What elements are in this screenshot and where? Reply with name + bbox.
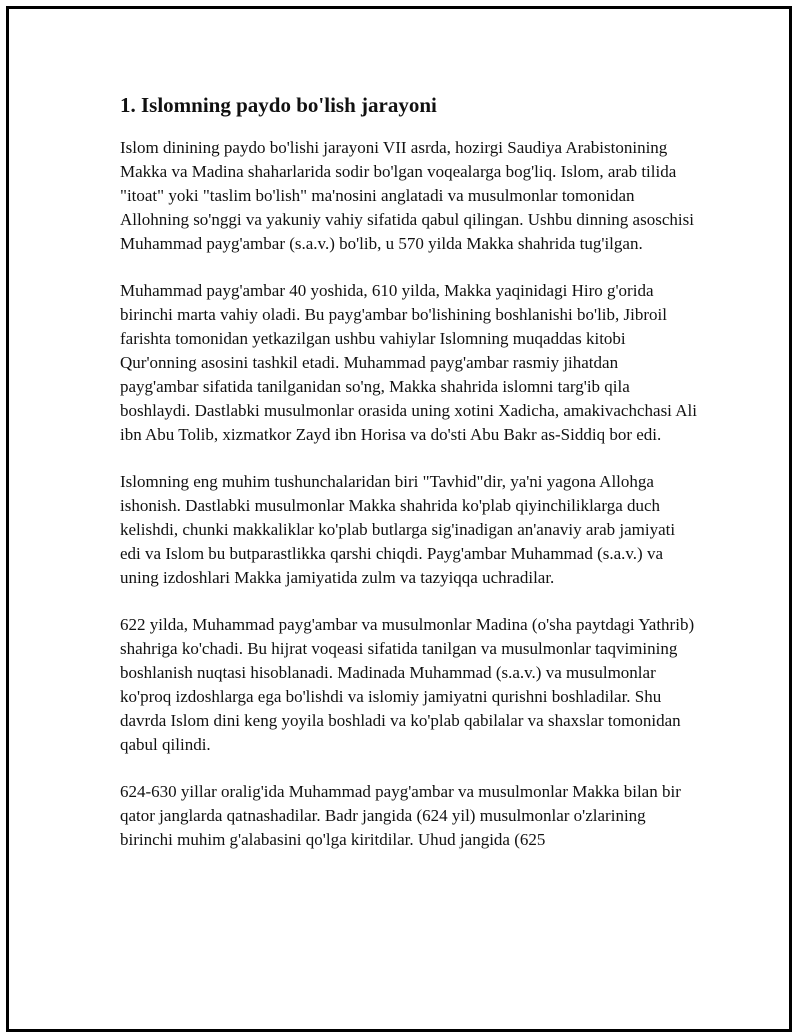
document-page — [6, 6, 792, 1032]
paragraph: 622 yilda, Muhammad payg'ambar va musulmonlar Madina (o'sha paytdagi Yathrib) shahriga ko'chadi. Bu hijrat voqeasi sifatida tanilgan va musulmonlar taqvimining boshlanish nuqtasi hisoblanadi. Madinada Muhammad (s.a.v.) va musulmonlar ko'proq izdoshlarga ega bo'lishdi va islomiy jamiyatni qurishni boshladilar. Shu davrda Islom dini keng yoyila boshladi va ko'plab qabilalar va shaxslar tomonidan qabul qilindi. — [120, 615, 695, 754]
document-body — [120, 91, 700, 875]
paragraph: Islom dinining paydo bo'lishi jarayoni VII asrda, hozirgi Saudiya Arabistonining Makka va Madina shaharlarida sodir bo'lgan voqealarga bog'liq. Islom, arab tilida "itoat" yoki "taslim bo'lish" ma'nosini anglatadi va musulmonlar tomonidan Allohning so'nggi va yakuniy vahiy sifatida qabul qilingan. Ushbu dinning asoschisi Muhammad payg'ambar (s.a.v.) bo'lib, u 570 yilda Makka shahrida tug'ilgan. — [120, 138, 694, 253]
section-heading: 1. Islomning paydo bo'lish jarayoni — [120, 93, 437, 117]
paragraph: Islomning eng muhim tushunchalaridan biri "Tavhid"dir, ya'ni yagona Allohga ishonish. Dastlabki musulmonlar Makka shahrida ko'plab qiyinchiliklarga duch kelishdi, chunki makkaliklar ko'plab butlarga sig'inadigan an'anaviy arab jamiyati edi va Islom bu butparastlikka qarshi chiqdi. Payg'ambar Muhammad (s.a.v.) va uning izdoshlari Makka jamiyatida zulm va tazyiqqa uchradilar. — [120, 472, 676, 587]
paragraph: 624-630 yillar oralig'ida Muhammad payg'ambar va musulmonlar Makka bilan bir qator janglarda qatnashadilar. Badr jangida (624 yil) musulmonlar o'zlarining birinchi muhim g'alabasini qo'lga kiritdilar. Uhud jangida (625 — [120, 782, 681, 849]
paragraph: Muhammad payg'ambar 40 yoshida, 610 yilda, Makka yaqinidagi Hiro g'orida birinchi marta vahiy oladi. Bu payg'ambar bo'lishining boshlanishi bo'lib, Jibroil farishta tomonidan yetkazilgan ushbu vahiylar Islomning muqaddas kitobi Qur'onning asosini tashkil etadi. Muhammad payg'ambar rasmiy jihatdan payg'ambar sifatida tanilganidan so'ng, Makka shahrida islomni targ'ib qila boshlaydi. Dastlabki musulmonlar orasida uning xotini Xadicha, amakivachchasi Ali ibn Abu Tolib, xizmatkor Zayd ibn Horisa va do'sti Abu Bakr as-Siddiq bor edi. — [120, 281, 697, 444]
